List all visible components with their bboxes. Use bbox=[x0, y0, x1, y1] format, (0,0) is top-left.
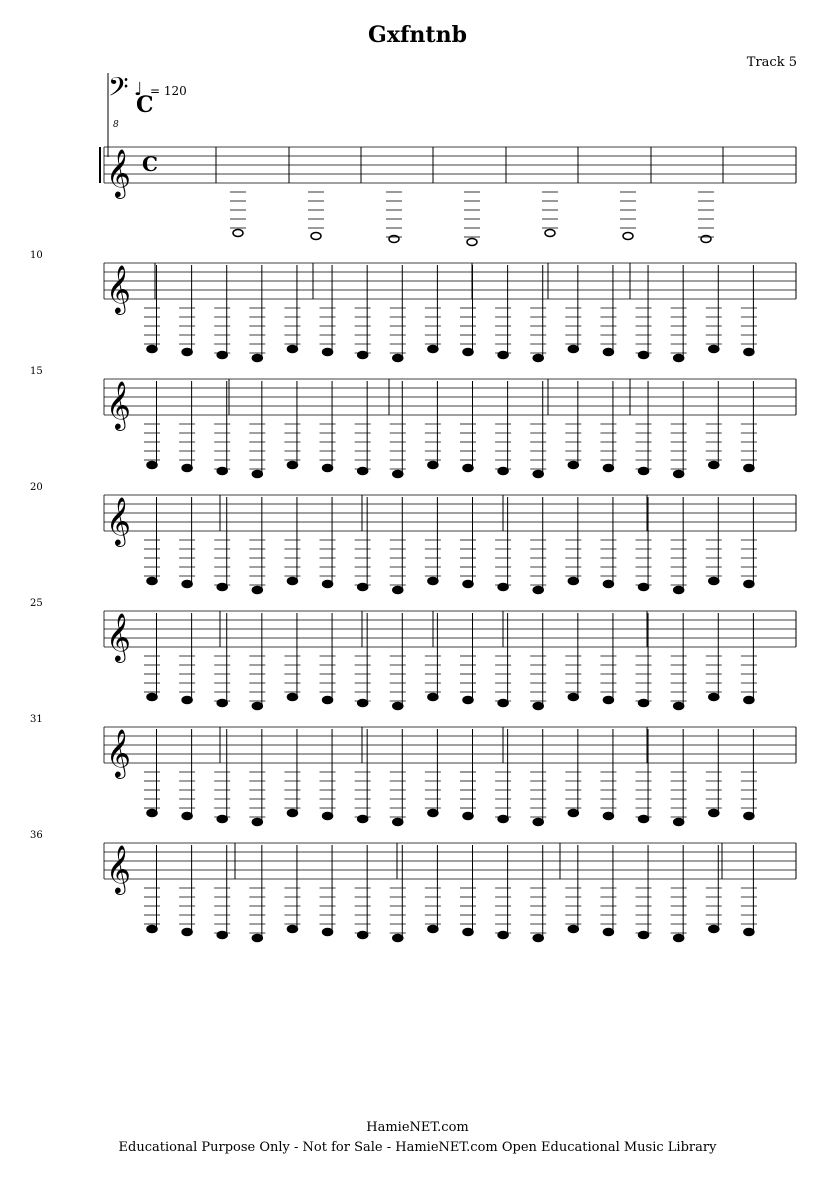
note-head bbox=[182, 465, 192, 472]
treble-clef-icon: 𝄞 bbox=[106, 844, 131, 893]
measure-number: 20 bbox=[30, 482, 43, 493]
note-head bbox=[182, 697, 192, 704]
note-head bbox=[603, 697, 613, 704]
note-head bbox=[217, 584, 227, 591]
note-head bbox=[182, 813, 192, 820]
note-head bbox=[358, 932, 368, 939]
note-head bbox=[428, 694, 438, 701]
note-head bbox=[393, 703, 403, 710]
note-head bbox=[568, 578, 578, 585]
note-head bbox=[252, 587, 262, 594]
note-head bbox=[709, 346, 719, 353]
note-head bbox=[498, 816, 508, 823]
note-head bbox=[674, 935, 684, 942]
note-head bbox=[674, 355, 684, 362]
note-head bbox=[217, 468, 227, 475]
score-title: Gxfntnb bbox=[368, 22, 467, 48]
note-head bbox=[393, 355, 403, 362]
treble-clef-icon: 𝄞 bbox=[106, 496, 131, 545]
staff-system bbox=[30, 598, 796, 710]
staff-system bbox=[30, 250, 796, 362]
note-head bbox=[463, 581, 473, 588]
note-head bbox=[147, 578, 157, 585]
note-head bbox=[393, 471, 403, 478]
note-head bbox=[639, 584, 649, 591]
note-head bbox=[674, 819, 684, 826]
note-head bbox=[639, 932, 649, 939]
measure-number: 31 bbox=[30, 714, 43, 725]
note-head bbox=[603, 929, 613, 936]
note-head bbox=[467, 239, 477, 246]
note-head bbox=[709, 810, 719, 817]
measure-number: 36 bbox=[30, 830, 43, 841]
note-head bbox=[744, 581, 754, 588]
note-head bbox=[217, 816, 227, 823]
note-head bbox=[287, 462, 297, 469]
note-head bbox=[623, 233, 633, 240]
note-head bbox=[233, 230, 243, 237]
note-head bbox=[674, 703, 684, 710]
note-head bbox=[323, 465, 333, 472]
note-head bbox=[463, 465, 473, 472]
treble-clef-icon: 𝄞 bbox=[106, 612, 131, 661]
note-head bbox=[533, 703, 543, 710]
footer-note: Educational Purpose Only - Not for Sale - HamieNET.com Open Educational Music Library bbox=[118, 1140, 717, 1155]
note-head bbox=[639, 700, 649, 707]
note-head bbox=[568, 346, 578, 353]
staff-system bbox=[30, 482, 796, 594]
note-head bbox=[603, 465, 613, 472]
note-head bbox=[428, 578, 438, 585]
measure-number: 10 bbox=[30, 250, 43, 261]
note-head bbox=[323, 581, 333, 588]
note-head bbox=[323, 929, 333, 936]
note-head bbox=[182, 581, 192, 588]
note-head bbox=[639, 816, 649, 823]
note-head bbox=[498, 468, 508, 475]
note-head bbox=[389, 236, 399, 243]
note-head bbox=[147, 810, 157, 817]
note-head bbox=[533, 355, 543, 362]
note-head bbox=[428, 462, 438, 469]
note-head bbox=[498, 584, 508, 591]
note-head bbox=[744, 349, 754, 356]
note-head bbox=[323, 813, 333, 820]
note-head bbox=[252, 935, 262, 942]
staff-system bbox=[30, 714, 796, 826]
note-head bbox=[533, 935, 543, 942]
systems bbox=[30, 147, 796, 942]
note-head bbox=[252, 355, 262, 362]
clef-octave-mark: 8 bbox=[113, 120, 119, 130]
measure-number: 15 bbox=[30, 366, 43, 377]
note-head bbox=[709, 926, 719, 933]
note-head bbox=[674, 587, 684, 594]
bass-clef-icon: 𝄢 bbox=[108, 71, 129, 109]
note-head bbox=[603, 813, 613, 820]
note-head bbox=[358, 700, 368, 707]
note-head bbox=[744, 465, 754, 472]
note-head bbox=[147, 346, 157, 353]
note-head bbox=[533, 471, 543, 478]
note-head bbox=[287, 810, 297, 817]
note-head bbox=[463, 697, 473, 704]
note-head bbox=[709, 694, 719, 701]
treble-clef-icon: 𝄞 bbox=[106, 148, 131, 197]
treble-clef-icon: 𝄞 bbox=[106, 264, 131, 313]
note-head bbox=[463, 929, 473, 936]
note-head bbox=[287, 578, 297, 585]
note-head bbox=[358, 468, 368, 475]
note-head bbox=[428, 926, 438, 933]
note-head bbox=[428, 810, 438, 817]
note-head bbox=[603, 349, 613, 356]
note-head bbox=[498, 932, 508, 939]
note-head bbox=[252, 471, 262, 478]
track-label: Track 5 bbox=[746, 55, 797, 70]
note-head bbox=[498, 700, 508, 707]
note-head bbox=[603, 581, 613, 588]
note-head bbox=[182, 349, 192, 356]
note-head bbox=[358, 352, 368, 359]
note-head bbox=[358, 584, 368, 591]
note-head bbox=[217, 932, 227, 939]
note-head bbox=[217, 700, 227, 707]
note-head bbox=[393, 587, 403, 594]
note-head bbox=[217, 352, 227, 359]
time-signature: C bbox=[142, 152, 158, 176]
tempo-note-icon: ♩ bbox=[134, 79, 143, 100]
note-head bbox=[701, 236, 711, 243]
footer-site: HamieNET.com bbox=[366, 1120, 469, 1135]
note-head bbox=[709, 462, 719, 469]
note-head bbox=[147, 462, 157, 469]
note-head bbox=[252, 703, 262, 710]
staff-system bbox=[30, 366, 796, 478]
note-head bbox=[311, 233, 321, 240]
note-head bbox=[568, 694, 578, 701]
note-head bbox=[463, 813, 473, 820]
note-head bbox=[287, 346, 297, 353]
staff-system bbox=[100, 147, 796, 246]
note-head bbox=[709, 578, 719, 585]
note-head bbox=[744, 697, 754, 704]
note-head bbox=[568, 810, 578, 817]
note-head bbox=[533, 819, 543, 826]
note-head bbox=[252, 819, 262, 826]
note-head bbox=[147, 694, 157, 701]
note-head bbox=[744, 929, 754, 936]
note-head bbox=[533, 587, 543, 594]
note-head bbox=[287, 926, 297, 933]
bass-clef-staff bbox=[108, 71, 187, 157]
treble-clef-icon: 𝄞 bbox=[106, 380, 131, 429]
note-head bbox=[545, 230, 555, 237]
note-head bbox=[639, 468, 649, 475]
note-head bbox=[744, 813, 754, 820]
treble-clef-icon: 𝄞 bbox=[106, 728, 131, 777]
note-head bbox=[568, 926, 578, 933]
note-head bbox=[568, 462, 578, 469]
note-head bbox=[639, 352, 649, 359]
time-signature-top: C bbox=[136, 92, 154, 118]
note-head bbox=[674, 471, 684, 478]
note-head bbox=[358, 816, 368, 823]
note-head bbox=[393, 819, 403, 826]
note-head bbox=[428, 346, 438, 353]
measure-number: 25 bbox=[30, 598, 43, 609]
note-head bbox=[182, 929, 192, 936]
note-head bbox=[463, 349, 473, 356]
note-head bbox=[323, 349, 333, 356]
note-head bbox=[393, 935, 403, 942]
staff-system bbox=[30, 830, 796, 942]
note-head bbox=[498, 352, 508, 359]
tempo-value: = 120 bbox=[150, 84, 187, 98]
note-head bbox=[323, 697, 333, 704]
note-head bbox=[147, 926, 157, 933]
note-head bbox=[287, 694, 297, 701]
